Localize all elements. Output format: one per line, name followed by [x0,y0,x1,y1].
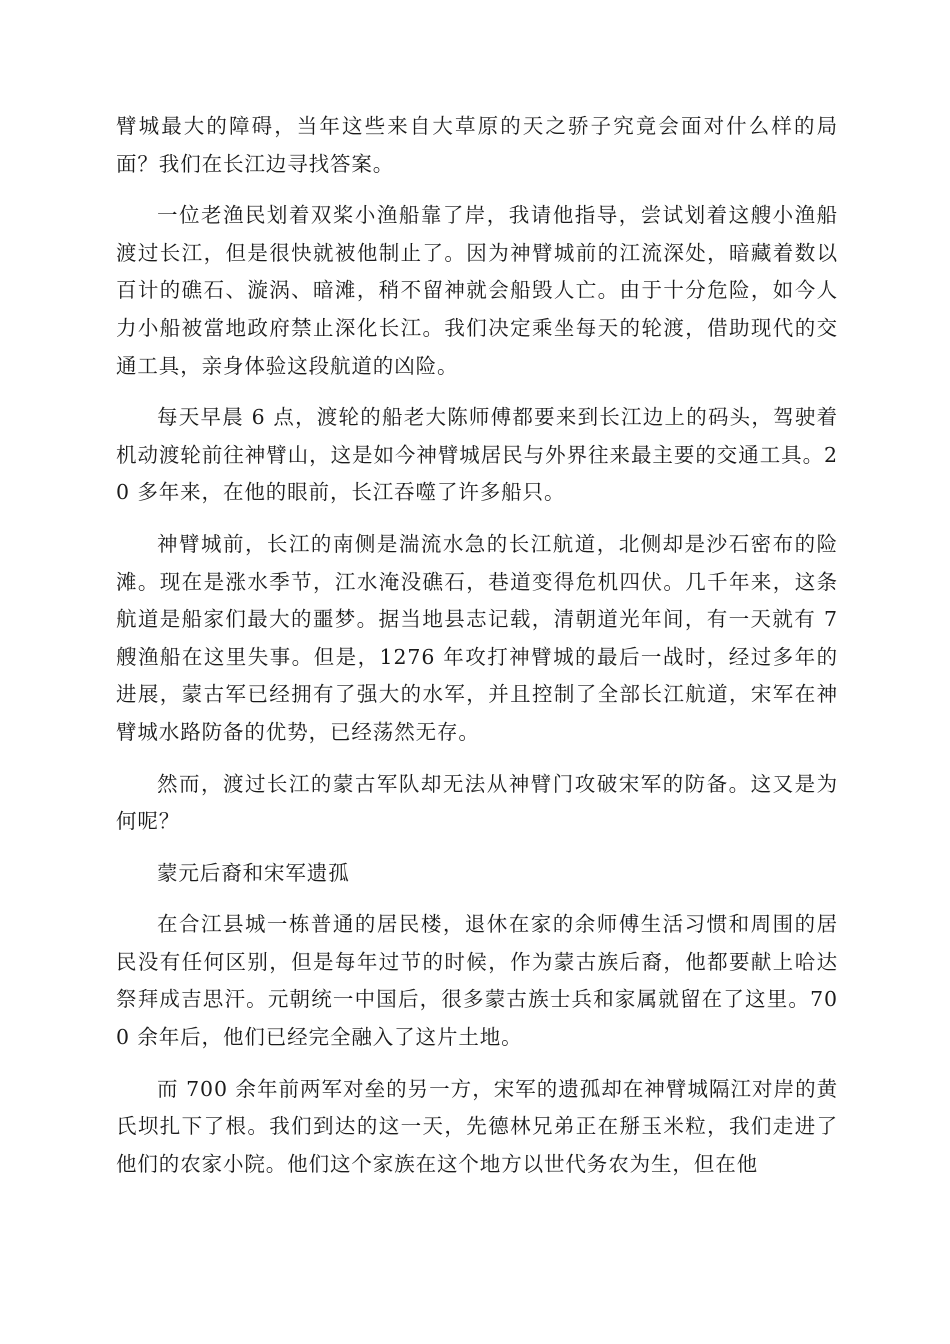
paragraph-ferry: 每天早晨 6 点，渡轮的船老大陈师傅都要来到长江边上的码头，驾驶着机动渡轮前往神臂山，这是如今神臂城居民与外界往来最主要的交通工具。20 多年来，在他的眼前，长江吞噬了许多船只。 [116,405,838,505]
paragraph-waterway: 神臂城前，长江的南侧是湍流水急的长江航道，北侧却是沙石密布的险滩。现在是涨水季节，江水淹没礁石，巷道变得危机四伏。几千年来，这条航道是船家们最大的噩梦。据当地县志记载，清朝道光年间，有一天就有 7 艘渔船在这里失事。但是，1276 年攻打神臂城的最后一战时，经过多年的进展，蒙古军已经拥有了强大的水军，并且控制了全部长江航道，宋军在神臂城水路防备的优势，已经荡然无存。 [116,531,838,744]
paragraph-song-orphans: 而 700 余年前两军对垒的另一方，宋军的遗孤却在神臂城隔江对岸的黄氏坝扎下了根。我们到达的这一天，先德林兄弟正在掰玉米粒，我们走进了他们的农家小院。他们这个家族在这个地方以世代务农为生，但在他 [116,1076,838,1176]
paragraph-continuation: 臂城最大的障碍，当年这些来自大草原的天之骄子究竟会面对什么样的局面？我们在长江边寻找答案。 [116,114,838,176]
section-heading: 蒙元后裔和宋军遗孤 [157,860,350,885]
paragraph-question: 然而，渡过长江的蒙古军队却无法从神臂门攻破宋军的防备。这又是为何呢？ [116,771,838,834]
body-text [116,108,838,1197]
paragraph-fisherman: 一位老渔民划着双桨小渔船靠了岸，我请他指导，尝试划着这艘小渔船渡过长江，但是很快就被他制止了。因为神臂城前的江流深处，暗藏着数以百计的礁石、漩涡、暗滩，稍不留神就会船毁人亡。由于十分危险，如今人力小船被當地政府禁止深化长江。我们决定乘坐每天的轮渡，借助现代的交通工具，亲身体验这段航道的凶险。 [116,203,838,378]
paragraph-mongol-descendants: 在合江县城一栋普通的居民楼，退休在家的余师傅生活习惯和周围的居民没有任何区别，但是每年过节的时候，作为蒙古族后裔，他都要献上哈达祭拜成吉思汗。元朝统一中国后，很多蒙古族士兵和家属就留在了这里。700 余年后，他们已经完全融入了这片土地。 [116,912,838,1050]
